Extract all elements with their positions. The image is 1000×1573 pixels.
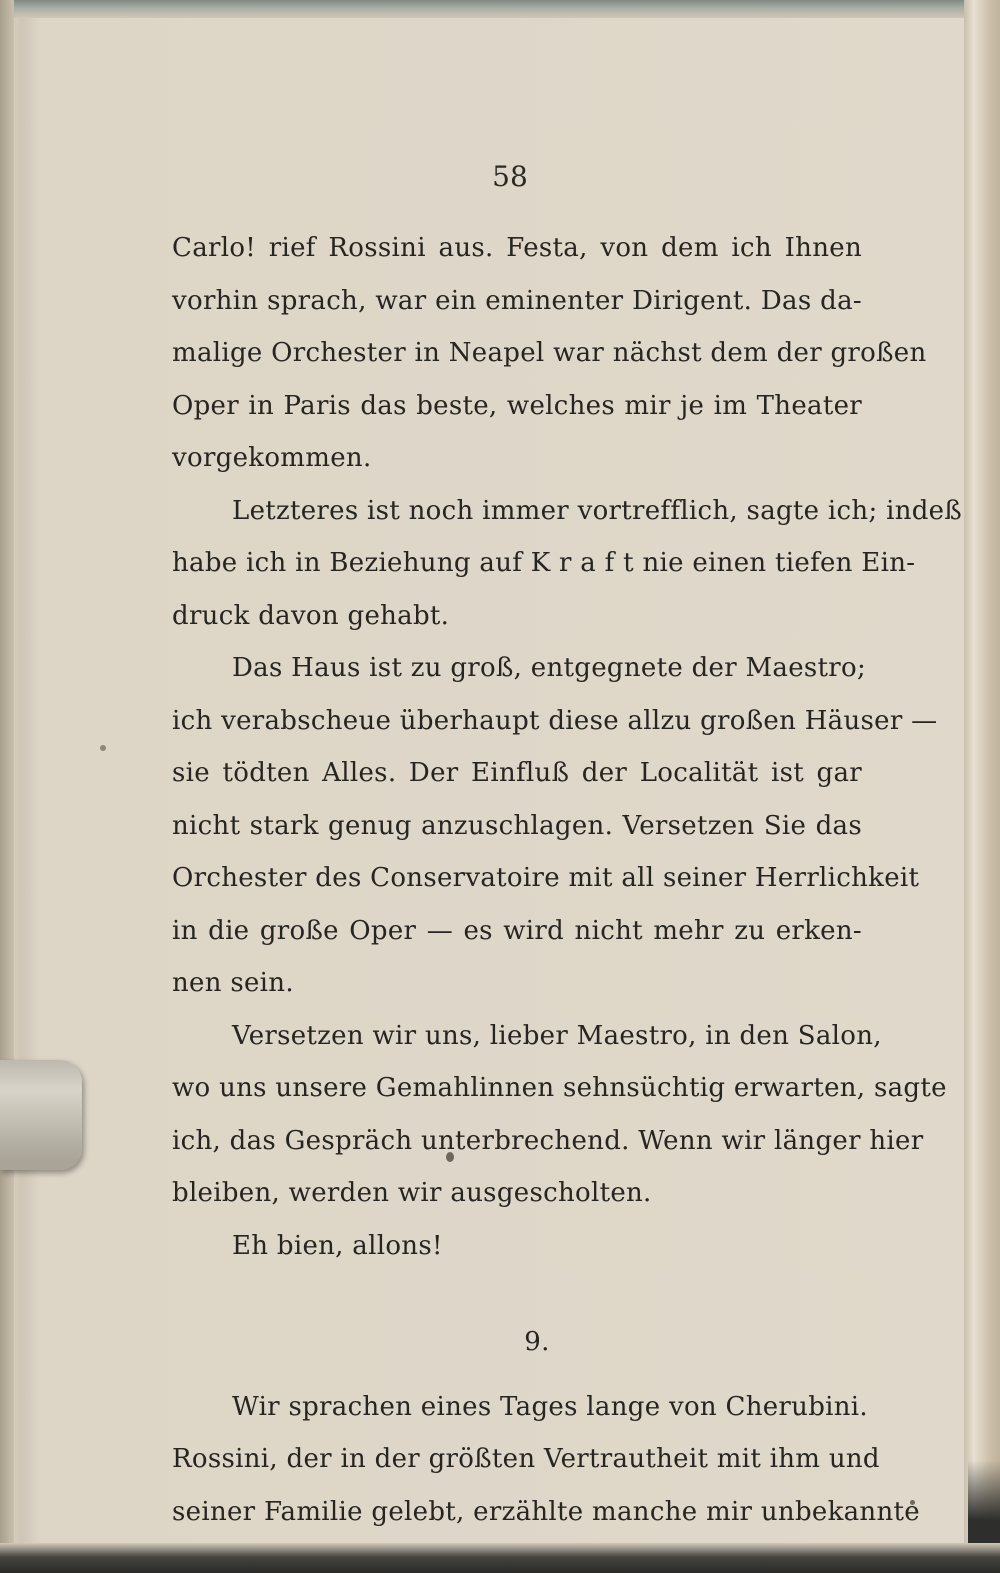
text-line: ich, das Gespräch unterbrechend. Wenn wir länger hier: [172, 1125, 924, 1156]
page-number: 58: [492, 160, 528, 193]
text-line: Wir sprachen eines Tages lange von Cherubini.: [232, 1391, 868, 1422]
text-line: habe ich in Beziehung auf K r a f t nie einen tiefen Ein-: [172, 548, 916, 578]
text-line: vorhin sprach, war ein eminenter Dirigent. Das da-: [172, 285, 862, 316]
text-line: Rossini, der in der größten Vertrautheit mit ihm und: [172, 1444, 880, 1474]
book-fore-edge: [964, 0, 1000, 1573]
text-line: Versetzen wir uns, lieber Maestro, in den Salon,: [232, 1020, 882, 1051]
section-heading: 9.: [524, 1327, 550, 1357]
text-line: wo uns unsere Gemahlinnen sehnsüchtig erwarten, sagte: [172, 1073, 947, 1103]
body-text: [172, 222, 963, 1538]
text-line: seiner Familie gelebt, erzählte manche mir unbekannte: [172, 1496, 920, 1527]
text-line: Eh bien, allons!: [232, 1230, 443, 1261]
text-line: nicht stark genug anzuschlagen. Versetzen Sie das: [172, 810, 862, 841]
book-page: [60, 0, 963, 1573]
text-line: druck davon gehabt.: [172, 600, 450, 631]
text-line: in die große Oper — es wird nicht mehr zu erken-: [172, 915, 862, 946]
text-line: ich verabscheue überhaupt diese allzu großen Häuser —: [172, 705, 938, 736]
text-line: Letzteres ist noch immer vortrefflich, sagte ich; indeß: [232, 495, 963, 526]
text-line: Orchester des Conservatoire mit all seiner Herrlichkeit: [172, 863, 920, 893]
text-line: nen sein.: [172, 968, 294, 998]
text-line: vorgekommen.: [172, 443, 372, 473]
text-line: Das Haus ist zu groß, entgegnete der Maestro;: [232, 653, 867, 683]
text-line: Oper in Paris das beste, welches mir je im Theater: [172, 390, 862, 421]
text-line: malige Orchester in Neapel war nächst dem der großen: [172, 338, 927, 368]
text-line: Carlo! rief Rossini aus. Festa, von dem ich Ihnen: [172, 233, 862, 263]
page-left-edge: [0, 0, 14, 1573]
text-line: bleiben, werden wir ausgescholten.: [172, 1178, 652, 1208]
text-line: sie tödten Alles. Der Einfluß der Localität ist gar: [172, 758, 862, 788]
